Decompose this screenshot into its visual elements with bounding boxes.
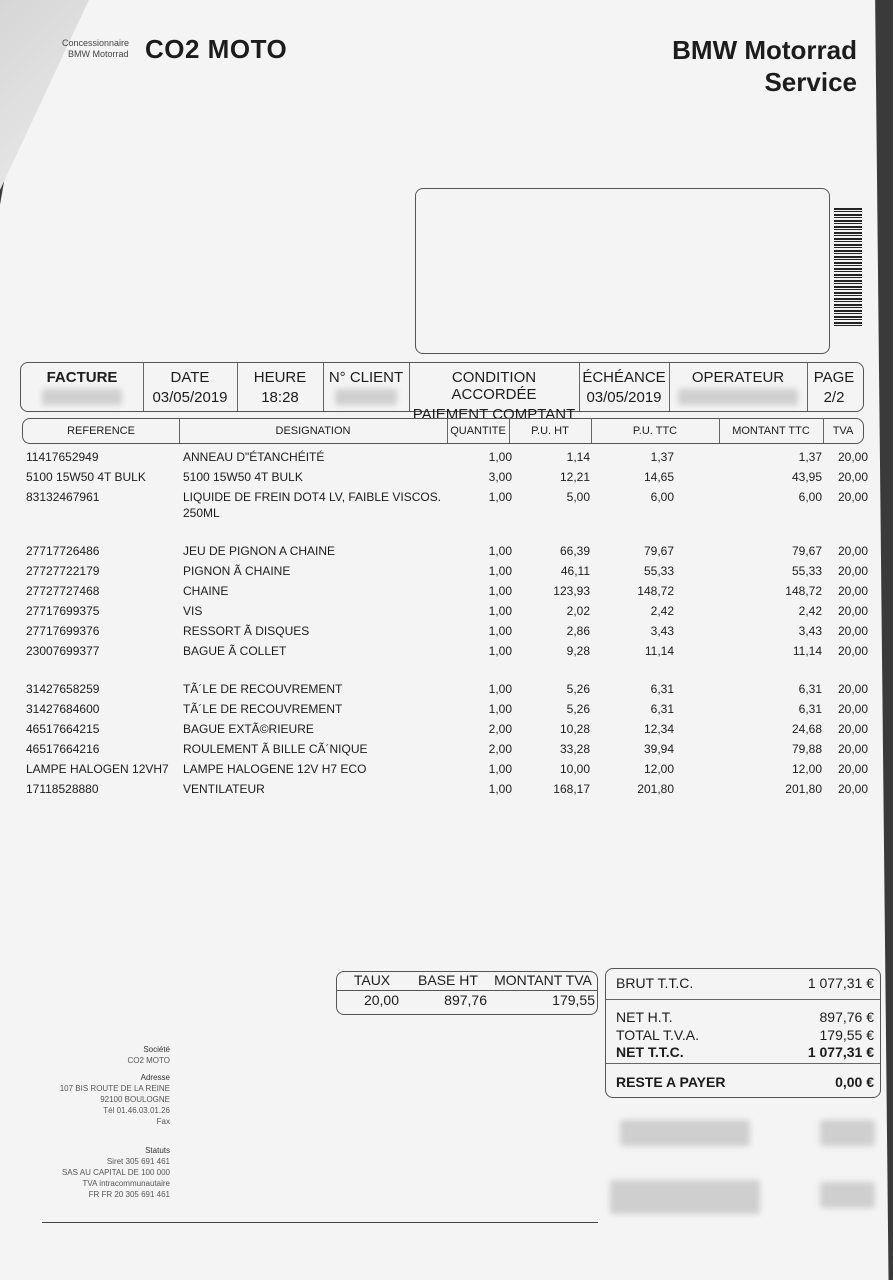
col-pu-ttc: P.U. TTC — [591, 419, 720, 443]
footer-statuts-title: Statuts — [145, 1146, 170, 1155]
table-row — [0, 702, 893, 722]
line-pu-ttc: 201,80 — [637, 782, 674, 796]
redacted-client-number — [335, 389, 397, 405]
net-ht-value: 897,76 € — [819, 1009, 874, 1025]
line-designation: ANNEAU D"ÉTANCHÉITÉ — [183, 450, 325, 464]
echeance-label: ÉCHÉANCE — [582, 369, 666, 386]
line-designation: LAMPE HALOGENE 12V H7 ECO — [183, 762, 367, 776]
line-quantity: 1,00 — [488, 762, 512, 776]
line-pu-ttc: 6,00 — [650, 490, 674, 504]
vat-montant-label: MONTANT TVA — [494, 972, 592, 988]
line-montant-ttc: 3,43 — [798, 624, 822, 638]
date-label: DATE — [170, 369, 210, 386]
line-quantity: 1,00 — [488, 624, 512, 638]
dealer-tagline — [62, 38, 129, 60]
line-montant-ttc: 55,33 — [791, 564, 822, 578]
reste-value: 0,00 € — [835, 1074, 874, 1090]
line-pu-ht: 168,17 — [553, 782, 590, 796]
line-pu-ttc: 14,65 — [643, 470, 674, 484]
line-designation: 5100 15W50 4T BULK — [183, 470, 303, 484]
redacted-block — [620, 1120, 750, 1146]
table-row — [0, 782, 893, 802]
reste-label: RESTE A PAYER — [616, 1074, 726, 1090]
brut-ttc-value: 1 077,31 € — [807, 975, 874, 991]
echeance-cell — [579, 363, 670, 411]
line-reference: 27727727468 — [26, 584, 100, 598]
line-pu-ht: 46,11 — [560, 564, 590, 578]
line-pu-ttc: 6,31 — [650, 682, 674, 696]
line-reference: LAMPE HALOGEN 12VH7 — [26, 762, 169, 776]
footer-capital: SAS AU CAPITAL DE 100 000 — [61, 1168, 170, 1177]
line-quantity: 1,00 — [488, 450, 512, 464]
table-row — [0, 762, 893, 782]
footer-adresse2: 92100 BOULOGNE — [100, 1095, 170, 1104]
line-montant-ttc: 6,31 — [798, 702, 822, 716]
table-row — [0, 450, 893, 470]
line-montant-ttc: 79,88 — [791, 742, 822, 756]
table-row — [0, 604, 893, 624]
footer-company — [40, 1044, 170, 1200]
col-reference: REFERENCE — [23, 419, 180, 443]
line-quantity: 1,00 — [488, 584, 512, 598]
redacted-block — [610, 1180, 760, 1214]
line-tva: 20,00 — [837, 644, 868, 658]
line-pu-ht: 10,28 — [559, 722, 590, 736]
line-reference: 27717726486 — [26, 544, 100, 558]
line-quantity: 1,00 — [488, 544, 512, 558]
vat-taux-label: TAUX — [353, 972, 391, 988]
line-pu-ttc: 79,67 — [643, 544, 674, 558]
line-quantity: 1,00 — [488, 702, 512, 716]
line-pu-ht: 10,00 — [559, 762, 590, 776]
client-cell — [323, 363, 410, 411]
line-montant-ttc: 2,42 — [798, 604, 822, 618]
line-tva: 20,00 — [837, 762, 868, 776]
totals-divider-2 — [606, 1063, 880, 1064]
footer-tva-title: TVA intracommunautaire — [82, 1179, 170, 1188]
dealer-name: CO2 MOTO — [145, 34, 288, 64]
line-montant-ttc: 201,80 — [785, 782, 822, 796]
redacted-block — [820, 1120, 875, 1146]
brut-ttc-label: BRUT T.T.C. — [616, 975, 694, 991]
line-pu-ht: 5,26 — [566, 702, 590, 716]
line-montant-ttc: 6,00 — [798, 490, 822, 504]
footer-fax: Fax — [156, 1117, 170, 1126]
col-pu-ht: P.U. HT — [509, 419, 592, 443]
line-quantity: 1,00 — [488, 490, 512, 504]
line-pu-ht: 33,28 — [559, 742, 590, 756]
page-cell — [807, 363, 861, 411]
table-row — [0, 722, 893, 742]
line-montant-ttc: 24,68 — [791, 722, 822, 736]
line-designation: JEU DE PIGNON A CHAINE — [183, 544, 336, 558]
line-montant-ttc: 11,14 — [792, 644, 822, 658]
line-reference: 46517664215 — [26, 722, 100, 736]
footer-tel: Tél 01.46.03.01.26 — [103, 1106, 170, 1115]
line-montant-ttc: 12,00 — [791, 762, 822, 776]
net-ht-label: NET H.T. — [616, 1009, 673, 1025]
line-quantity: 1,00 — [488, 564, 512, 578]
condition-cell — [409, 363, 580, 423]
line-pu-ttc: 1,37 — [650, 450, 674, 464]
line-designation: ROULEMENT Ã BILLE CÃ´NIQUE — [183, 742, 368, 756]
condition-label: CONDITION ACCORDÉE — [451, 369, 537, 403]
table-row-continuation — [0, 506, 893, 526]
footer-adresse1: 107 BIS ROUTE DE LA REINE — [59, 1084, 170, 1093]
dealer-tagline-line1: Concessionnaire — [62, 38, 130, 48]
vat-base-label: BASE HT — [418, 972, 478, 988]
net-ttc-value: 1 077,31 € — [807, 1044, 874, 1060]
col-tva: TVA — [832, 425, 854, 437]
line-designation: 250ML — [183, 506, 220, 520]
line-reference: 23007699377 — [26, 644, 100, 658]
footer-rule — [42, 1222, 598, 1223]
line-designation: TÃ´LE DE RECOUVREMENT — [183, 702, 343, 716]
line-montant-ttc: 6,31 — [798, 682, 822, 696]
line-pu-ht: 123,93 — [553, 584, 590, 598]
line-quantity: 3,00 — [488, 470, 512, 484]
line-pu-ht: 2,86 — [566, 624, 590, 638]
vat-summary — [336, 971, 598, 1015]
line-tva: 20,00 — [837, 702, 868, 716]
table-row — [0, 682, 893, 702]
line-reference: 11417652949 — [26, 450, 99, 464]
totals-divider — [606, 999, 880, 1000]
line-pu-ht: 5,00 — [566, 490, 590, 504]
footer-siret: Siret 305 691 461 — [106, 1157, 170, 1166]
line-designation: VIS — [183, 604, 203, 618]
line-quantity: 2,00 — [488, 742, 512, 756]
address-window — [415, 188, 830, 354]
facture-label: FACTURE — [46, 369, 118, 386]
line-reference: 83132467961 — [26, 490, 100, 504]
line-reference: 5100 15W50 4T BULK — [26, 470, 146, 484]
redacted-invoice-number — [42, 389, 122, 405]
echeance-value: 03/05/2019 — [586, 389, 662, 406]
date-value: 03/05/2019 — [152, 389, 228, 406]
line-pu-ttc: 12,00 — [643, 762, 674, 776]
condition-value: PAIEMENT COMPTANT — [412, 406, 576, 423]
page-value: 2/2 — [823, 389, 845, 406]
redacted-operator — [678, 389, 798, 405]
line-designation: BAGUE Ã COLLET — [183, 644, 287, 658]
operateur-cell — [669, 363, 808, 411]
line-pu-ht: 9,28 — [566, 644, 590, 658]
total-tva-value: 179,55 € — [819, 1027, 874, 1043]
line-designation: VENTILATEUR — [183, 782, 265, 796]
line-montant-ttc: 43,95 — [791, 470, 822, 484]
footer-tva-num: FR FR 20 305 691 461 — [88, 1190, 170, 1199]
line-pu-ht: 5,26 — [566, 682, 590, 696]
client-label: N° CLIENT — [328, 369, 404, 386]
vat-taux-value: 20,00 — [363, 992, 399, 1008]
col-quantite: QUANTITE — [447, 419, 510, 443]
dealer-tagline-line2: BMW Motorrad — [68, 49, 129, 59]
line-montant-ttc: 148,72 — [785, 584, 822, 598]
line-quantity: 2,00 — [488, 722, 512, 736]
line-reference: 27717699375 — [26, 604, 100, 618]
line-designation: LIQUIDE DE FREIN DOT4 LV, FAIBLE VISCOS. — [183, 490, 442, 504]
line-tva: 20,00 — [837, 624, 868, 638]
heure-cell — [237, 363, 324, 411]
line-pu-ttc: 6,31 — [650, 702, 674, 716]
barcode-icon — [834, 208, 862, 326]
line-tva: 20,00 — [837, 742, 868, 756]
line-tva: 20,00 — [837, 682, 868, 696]
line-montant-ttc: 79,67 — [791, 544, 822, 558]
line-reference: 27727722179 — [26, 564, 100, 578]
col-montant-ttc: MONTANT TTC — [719, 419, 824, 443]
total-tva-label: TOTAL T.V.A. — [616, 1027, 700, 1043]
vat-base-value: 897,76 — [444, 992, 487, 1008]
line-reference: 27717699376 — [26, 624, 100, 638]
table-row — [0, 624, 893, 644]
line-pu-ttc: 2,42 — [650, 604, 674, 618]
facture-cell — [21, 363, 144, 411]
line-designation: CHAINE — [183, 584, 229, 598]
line-reference: 31427684600 — [26, 702, 100, 716]
line-pu-ttc: 39,94 — [643, 742, 674, 756]
line-reference: 31427658259 — [26, 682, 100, 696]
col-designation: DESIGNATION — [179, 419, 448, 443]
brand-line1: BMW Motorrad — [672, 35, 857, 65]
line-pu-ht: 12,21 — [559, 470, 590, 484]
table-row — [0, 584, 893, 604]
vat-montant-value: 179,55 — [552, 992, 595, 1008]
line-quantity: 1,00 — [488, 604, 512, 618]
vat-header — [337, 972, 597, 991]
footer-societe: CO2 MOTO — [127, 1056, 170, 1065]
line-designation: TÃ´LE DE RECOUVREMENT — [183, 682, 343, 696]
heure-value: 18:28 — [261, 389, 299, 406]
line-tva: 20,00 — [837, 544, 868, 558]
footer-societe-title: Société — [143, 1045, 170, 1054]
column-header-row — [22, 418, 864, 444]
line-pu-ttc: 11,14 — [644, 644, 674, 658]
line-tva: 20,00 — [837, 490, 868, 504]
table-row — [0, 644, 893, 664]
footer-adresse-title: Adresse — [140, 1073, 170, 1082]
line-pu-ht: 66,39 — [559, 544, 590, 558]
line-tva: 20,00 — [837, 782, 868, 796]
table-row — [0, 544, 893, 564]
line-designation: RESSORT Ã DISQUES — [183, 624, 310, 638]
line-montant-ttc: 1,37 — [798, 450, 822, 464]
vat-values — [337, 992, 597, 1014]
line-reference: 17118528880 — [26, 782, 99, 796]
line-tva: 20,00 — [837, 470, 868, 484]
line-tva: 20,00 — [837, 584, 868, 598]
line-tva: 20,00 — [837, 450, 868, 464]
heure-label: HEURE — [253, 369, 307, 386]
line-tva: 20,00 — [837, 604, 868, 618]
table-row — [0, 470, 893, 490]
table-row — [0, 564, 893, 584]
line-tva: 20,00 — [837, 722, 868, 736]
line-pu-ttc: 55,33 — [643, 564, 674, 578]
line-pu-ttc: 148,72 — [637, 584, 674, 598]
redacted-block — [820, 1182, 875, 1208]
totals-box — [605, 968, 881, 1098]
line-reference: 46517664216 — [26, 742, 100, 756]
line-quantity: 1,00 — [488, 644, 512, 658]
brand-title — [672, 34, 857, 98]
line-pu-ttc: 12,34 — [643, 722, 674, 736]
line-pu-ttc: 3,43 — [650, 624, 674, 638]
operateur-label: OPERATEUR — [691, 369, 785, 386]
line-tva: 20,00 — [837, 564, 868, 578]
line-quantity: 1,00 — [488, 782, 512, 796]
page-label: PAGE — [813, 369, 855, 386]
net-ttc-label: NET T.T.C. — [616, 1044, 684, 1060]
line-pu-ht: 1,14 — [566, 450, 590, 464]
line-quantity: 1,00 — [488, 682, 512, 696]
line-designation: PIGNON Ã CHAINE — [183, 564, 291, 578]
brand-line2: Service — [764, 67, 857, 97]
date-cell — [143, 363, 238, 411]
table-row — [0, 742, 893, 762]
invoice-header — [20, 362, 864, 423]
line-pu-ht: 2,02 — [566, 604, 590, 618]
line-designation: BAGUE EXTÃ©RIEURE — [183, 722, 314, 736]
